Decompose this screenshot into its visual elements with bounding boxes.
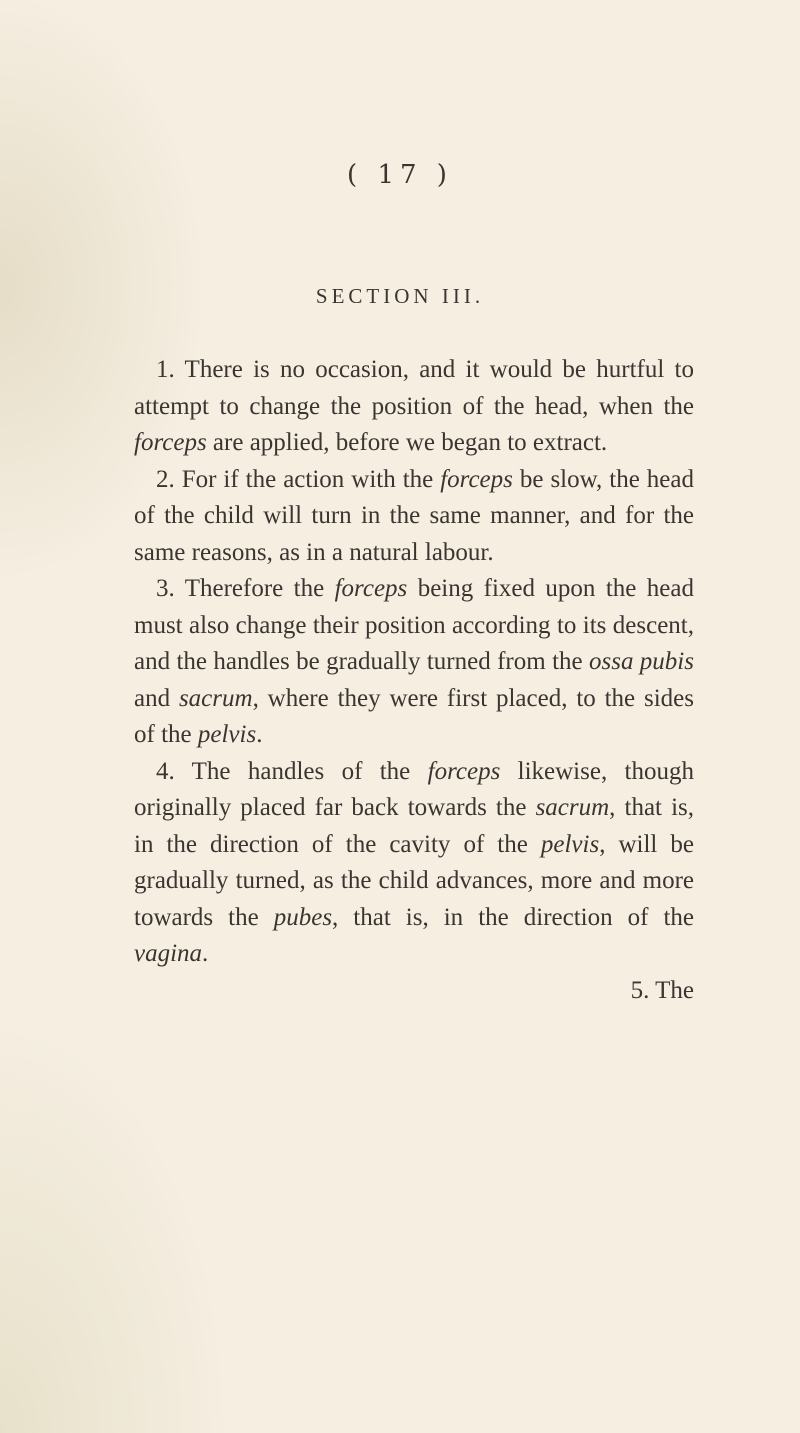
text-run: are applied, before we began to extract. bbox=[206, 429, 608, 456]
text-run: , will be gradually turned, as the child advances, more and more towards the bbox=[134, 830, 694, 931]
italic-term: ossa pubis bbox=[588, 648, 694, 675]
text-run: . bbox=[256, 721, 263, 748]
text-run: , that is, in the direction of the cavity of the bbox=[134, 794, 694, 858]
italic-term: forceps bbox=[334, 575, 408, 602]
text-run: and bbox=[134, 684, 179, 712]
italic-term: sacrum bbox=[535, 794, 610, 821]
paragraph-2 bbox=[134, 462, 694, 572]
text-run: be slow, the head of the child will turn in the same manner, and for the same reasons, as in a natural labour. bbox=[134, 465, 694, 566]
italic-term: forceps bbox=[427, 757, 501, 785]
italic-term: pelvis bbox=[197, 721, 257, 748]
text-run: likewise, though originally placed far back towards the bbox=[134, 757, 694, 821]
italic-term: pubes bbox=[273, 903, 333, 931]
paragraph-3 bbox=[134, 571, 694, 754]
text-run: 3. Therefore the bbox=[156, 575, 335, 602]
italic-term: forceps bbox=[134, 429, 207, 456]
italic-term: forceps bbox=[440, 465, 513, 493]
text-run: . bbox=[202, 940, 209, 967]
text-run: being fixed upon the head must also change their position according to its descent, and the handles be gradually turned from the bbox=[134, 575, 694, 675]
text-run: , where they were first placed, to the sides of the bbox=[134, 684, 694, 748]
text-run: 4. The handles of the bbox=[156, 757, 428, 785]
paragraph-1 bbox=[134, 352, 694, 462]
body-text bbox=[134, 352, 694, 1009]
paragraph-4 bbox=[134, 754, 694, 973]
italic-term: vagina bbox=[134, 940, 203, 967]
section-heading: SECTION III. bbox=[315, 284, 485, 308]
italic-term: pelvis bbox=[540, 830, 600, 858]
text-run: 1. There is no occasion, and it would be hurtful to attempt to change the position of the head, when the bbox=[134, 356, 694, 420]
text-run: 2. For if the action with the bbox=[156, 465, 441, 493]
page-number: ( 17 ) bbox=[347, 160, 453, 190]
text-run: , that is, in the direction of the bbox=[332, 903, 694, 931]
catchword: 5. The bbox=[630, 976, 694, 1004]
italic-term: sacrum bbox=[178, 684, 253, 712]
